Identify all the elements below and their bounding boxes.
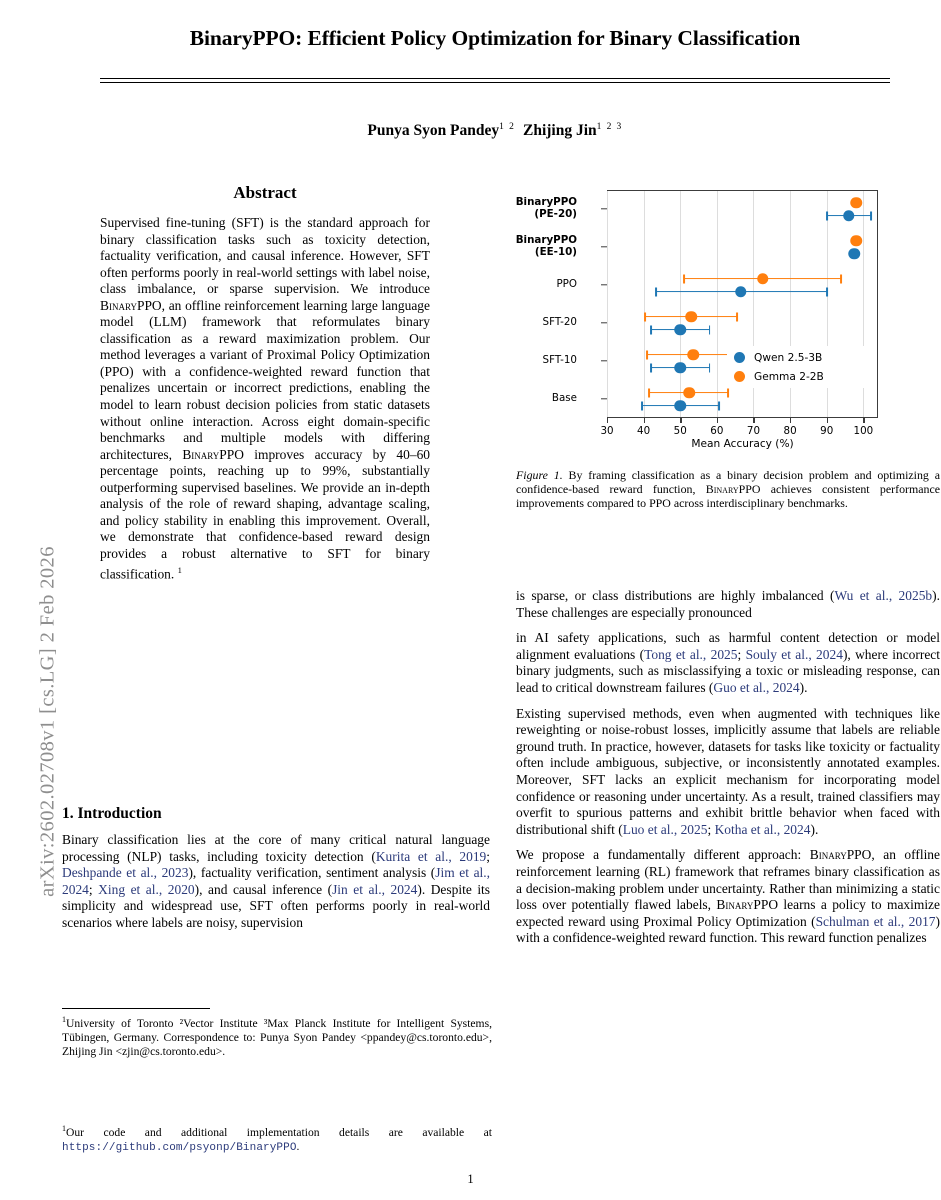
chart-y-tick: [601, 208, 607, 209]
chart-error-cap: [709, 363, 711, 372]
chart-accuracy-comparison: [515, 186, 940, 450]
chart-error-cap: [736, 312, 738, 321]
arxiv-stamp: arXiv:2602.02708v1 [cs.LG] 2 Feb 2026: [36, 546, 59, 897]
chart-x-tick-label: 40: [637, 425, 651, 437]
footnote-code-period: .: [296, 1140, 300, 1154]
chart-data-point[interactable]: [674, 400, 686, 412]
rp3-b: ).: [810, 821, 819, 837]
chart-error-cap: [641, 401, 643, 410]
author-name-1: Punya Syon Pandey: [367, 122, 500, 140]
citation-schulman[interactable]: Schulman et al., 2017: [815, 913, 936, 929]
abstract-heading: Abstract: [233, 183, 297, 202]
chart-data-point[interactable]: [685, 311, 697, 323]
chart-error-cap: [648, 388, 650, 397]
chart-data-point[interactable]: [674, 362, 686, 374]
chart-legend-item[interactable]: [731, 348, 875, 367]
chart-x-tick: [863, 418, 864, 423]
author-affil-marks-1: 1 2: [499, 122, 516, 132]
chart-error-cap: [870, 211, 872, 220]
chart-x-tick: [790, 418, 791, 423]
citation-luo[interactable]: Luo et al., 2025: [622, 821, 708, 837]
page-title: BinaryPPO: Efficient Policy Optimization for Binary Classification: [189, 26, 801, 50]
chart-y-tick: [601, 284, 607, 285]
chart-y-tick: [601, 398, 607, 399]
footnote-code: [62, 1122, 492, 1156]
citation-jim[interactable]: Jim et al., 2024: [62, 865, 490, 897]
chart-y-tick: [601, 246, 607, 247]
chart-x-tick-label: 90: [820, 425, 834, 437]
chart-x-axis-title: Mean Accuracy (%): [691, 438, 794, 450]
intro-text-a: Binary classification lies at the core of many critical natural language processing (NLP) tasks, including toxicity detection (: [62, 832, 490, 864]
chart-data-point[interactable]: [757, 273, 769, 285]
chart-y-label: SFT-20: [542, 316, 577, 329]
footnote-affiliation-text: University of Toronto ²Vector Institute ³Max Planck Institute for Intelligent Systems, Tübingen, Germany. Correspondence to: Punya Syon Pandey <ppandey@cs.toronto.edu>, Zhijing Jin <zjin@cs.toronto.edu>.: [62, 1016, 492, 1059]
citation-kurita[interactable]: Kurita et al., 2019: [375, 848, 487, 864]
figure-1: [515, 186, 940, 450]
chart-x-tick-label: 30: [600, 425, 614, 437]
chart-error-cap: [646, 350, 648, 359]
chart-y-tick: [601, 322, 607, 323]
chart-error-cap: [727, 388, 729, 397]
chart-x-tick: [753, 418, 754, 423]
footnote-affiliation: [62, 1013, 492, 1059]
chart-gridline: [644, 191, 645, 417]
figure-1-caption: Figure 1. By framing classification as a binary decision problem and optimizing a confidence-based reward function, BinaryPPO achieves consistent performance improvements compared to PPO across interdisciplinary benchmarks.: [516, 468, 940, 511]
citation-wu[interactable]: Wu et al., 2025b: [834, 588, 933, 603]
cite-sep-2: ;: [88, 881, 99, 897]
author-name-2: Zhijing Jin: [522, 122, 597, 140]
chart-legend-item[interactable]: [731, 367, 875, 386]
chart-error-cap: [683, 274, 685, 283]
rp3-sep: ;: [707, 821, 715, 837]
chart-error-cap: [718, 401, 720, 410]
chart-data-point[interactable]: [848, 248, 860, 260]
rp2-a: in AI safety applications, such as harmful content detection or model alignment evaluations (: [516, 630, 940, 662]
abstract-text: Supervised fine-tuning (SFT) is the standard approach for binary classification tasks such as toxicity detection, factuality verification, and causal inference. However, SFT often performs poorly in real-world settings with label noise, class imbalance, or sparse supervision. We introduce BinaryPPO, an offline reinforcement learning large language model (LLM) framework that reformulates binary classification as a reward maximization problem. Our method leverages a variant of Proximal Policy Optimization (PPO) with a confidence-weighted reward function that penalizes uncertain or incorrect predictions, enabling the model to learn robust decision policies from static datasets without online interaction. Across eight domain-specific benchmarks and multiple models with differing architectures, BinaryPPO improves accuracy by 40–60 percentage points, reaching up to 99%, substantially outperforming supervised baselines. We provide an in-depth analysis of the role of reward shaping, advantage scaling, and policy stability in enabling this improvement. Overall, we demonstrate that confidence-based reward design provides a robust alternative to SFT for binary classification. $^1$: [100, 215, 431, 582]
chart-data-point[interactable]: [735, 286, 747, 298]
chart-x-tick: [644, 418, 645, 423]
chart-x-tick-label: 80: [783, 425, 797, 437]
right-paragraph-3: [516, 706, 940, 839]
chart-x-tick-label: 50: [673, 425, 687, 437]
author-affil-marks-2: 1 2 3: [596, 122, 623, 132]
right-column: [516, 588, 940, 956]
chart-gridline: [607, 191, 608, 417]
intro-text-b: ), factuality verification, sentiment analysis (: [188, 865, 436, 881]
figure-label: Figure 1.: [516, 468, 563, 482]
chart-data-point[interactable]: [674, 324, 686, 336]
legend-marker-icon: [734, 352, 745, 363]
chart-error-cap: [644, 312, 646, 321]
chart-y-label: BinaryPPO (EE-10): [515, 234, 577, 258]
chart-legend-label: Qwen 2.5-3B: [754, 351, 823, 364]
chart-data-point[interactable]: [850, 235, 862, 247]
citation-souly[interactable]: Souly et al., 2024: [745, 646, 843, 662]
footnote-marker-1: 1: [62, 1015, 66, 1024]
chart-y-label: BinaryPPO (PE-20): [515, 196, 577, 220]
citation-jin[interactable]: Jin et al., 2024: [332, 881, 418, 897]
rp1-b: ). These challenges are especially pronounced: [516, 588, 940, 620]
chart-x-tick: [717, 418, 718, 423]
introduction-section: [62, 805, 490, 941]
chart-error-cap: [650, 325, 652, 334]
right-paragraph-4: We propose a fundamentally different approach: BinaryPPO, an offline reinforcement learning (RL) framework that reframes binary classification as a decision-making problem under uncertainty. Rather than minimizing a static loss over potentially flawed labels, BinaryPPO learns a policy to maximize expected reward using Proximal Policy Optimization (Schulman et al., 2017) with a confidence-weighted reward function. This reward function penalizes: [516, 847, 940, 946]
chart-error-cap: [826, 211, 828, 220]
chart-gridline: [680, 191, 681, 417]
chart-error-cap: [650, 363, 652, 372]
rp2-sep: ;: [737, 646, 746, 662]
title-rule-bottom: [100, 82, 890, 83]
citation-kotha[interactable]: Kotha et al., 2024: [714, 821, 811, 837]
chart-gridline: [717, 191, 718, 417]
chart-x-tick: [827, 418, 828, 423]
chart-legend: [727, 346, 875, 388]
chart-data-point[interactable]: [850, 197, 862, 209]
intro-text-c: ), and causal inference (: [194, 881, 333, 897]
chart-error-cap: [709, 325, 711, 334]
section-heading-introduction: 1. Introduction: [62, 805, 162, 822]
chart-x-tick: [680, 418, 681, 423]
chart-error-cap: [655, 287, 657, 296]
chart-y-label: Base: [551, 392, 577, 405]
citation-tong[interactable]: Tong et al., 2025: [644, 646, 738, 662]
right-paragraph-1: [516, 588, 940, 621]
chart-x-tick-label: 70: [746, 425, 761, 437]
footnote-marker-2: 1: [62, 1124, 66, 1133]
rp2-c: ).: [799, 679, 808, 695]
citation-deshpande[interactable]: Deshpande et al., 2023: [62, 865, 189, 881]
citation-guo[interactable]: Guo et al., 2024: [713, 679, 800, 695]
cite-sep-1: ;: [486, 848, 490, 864]
chart-y-label: PPO: [556, 278, 577, 291]
title-rule-top: [100, 78, 890, 79]
chart-x-tick-label: 60: [710, 425, 724, 437]
chart-y-tick: [601, 360, 607, 361]
legend-marker-icon: [734, 371, 745, 382]
chart-legend-label: Gemma 2-2B: [754, 370, 824, 383]
chart-x-tick-label: 100: [853, 425, 874, 437]
introduction-paragraph-1: [62, 832, 490, 932]
footnote-code-text: Our code and additional implementation details are available at: [66, 1125, 492, 1139]
chart-error-cap: [840, 274, 842, 283]
footnote-rule: [62, 1008, 210, 1009]
chart-data-point[interactable]: [687, 349, 699, 361]
citation-xing[interactable]: Xing et al., 2020: [98, 881, 195, 897]
chart-data-point[interactable]: [843, 210, 855, 222]
author-list: [100, 122, 890, 140]
repo-url-link[interactable]: https://github.com/psyonp/BinaryPPO: [62, 1142, 297, 1155]
chart-error-cap: [826, 287, 828, 296]
chart-y-label: SFT-10: [542, 354, 577, 367]
page-number: 1: [467, 1172, 474, 1186]
chart-x-tick: [607, 418, 608, 423]
rp3-a: Existing supervised methods, even when augmented with techniques like reweighting or noise-robust losses, implicitly assume that labels are reliable ground truth. In practice, however, datasets for tasks like toxicity or factuality often include ambiguous, subjective, or inconsistently annotated examples. Moreover, SFT lacks an explicit mechanism for incorporating model confidence or reasoning under uncertainty. As a result, trained classifiers may overfit to spurious patterns and exhibit brittle behavior when faced with distributional shift (: [516, 705, 940, 837]
intro-text-d: ). Despite its simplicity and widespread use, SFT often performs poorly in real-world scenarios where labels are noisy, supervision: [62, 881, 491, 930]
rp1-a: is sparse, or class distributions are highly imbalanced (: [516, 588, 835, 603]
right-paragraph-2: [516, 630, 940, 696]
rp2-b: ), where incorrect binary judgments, such as misclassifying a toxic or misleading response, can lead to critical downstream failures (: [516, 646, 941, 695]
chart-data-point[interactable]: [684, 387, 696, 399]
